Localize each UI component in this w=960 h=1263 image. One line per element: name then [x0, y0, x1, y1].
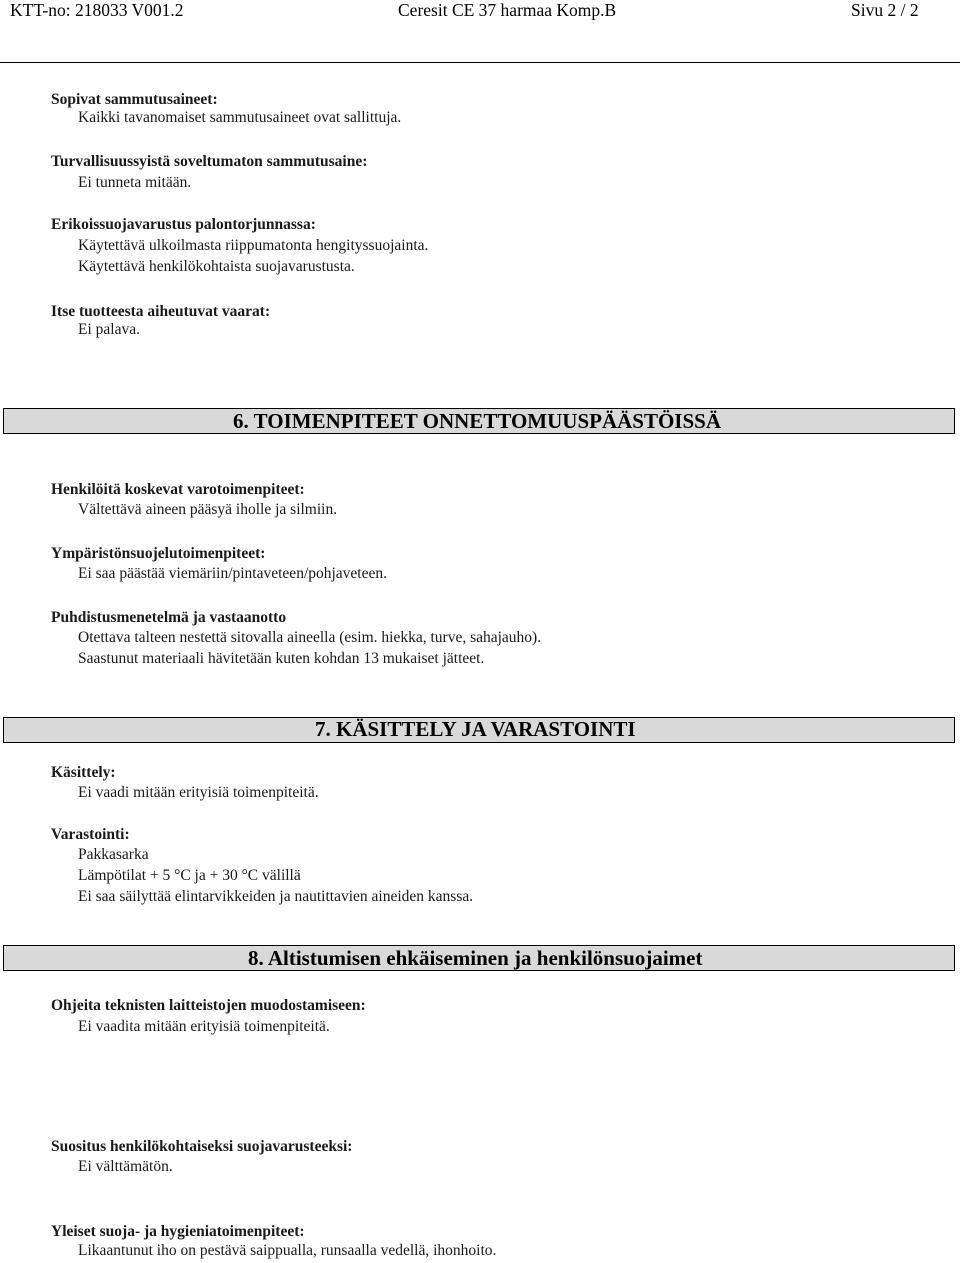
storage-text-1: Pakkasarka — [78, 846, 149, 863]
protective-equipment-text-1: Käytettävä ulkoilmasta riippumatonta hengityssuojainta. — [78, 237, 429, 254]
page-number: Sivu 2 / 2 — [851, 0, 919, 20]
protective-equipment-label: Erikoissuojavarustus palontorjunnassa: — [51, 216, 316, 233]
extinguishing-text: Kaikki tavanomaiset sammutusaineet ovat sallittuja. — [78, 109, 402, 126]
ppe-label: Suositus henkilökohtaiseksi suojavarusteeksi: — [51, 1138, 353, 1155]
environmental-text: Ei saa päästää viemäriin/pintaveteen/pohjaveteen. — [78, 565, 388, 582]
storage-text-2: Lämpötilat + 5 °C ja + 30 °C välillä — [78, 867, 301, 884]
hygiene-text: Likaantunut iho on pestävä saippualla, runsaalla vedellä, ihonhoito. — [78, 1242, 497, 1259]
product-name: Ceresit CE 37 harmaa Komp.B — [398, 0, 617, 20]
personal-precautions-label: Henkilöitä koskevat varotoimenpiteet: — [51, 481, 305, 498]
engineering-label: Ohjeita teknisten laitteistojen muodostamiseen: — [51, 997, 366, 1014]
unsuitable-label: Turvallisuussyistä soveltumaton sammutusaine: — [51, 153, 368, 170]
cleanup-text-1: Otettava talteen nestettä sitovalla aineella (esim. hiekka, turve, sahajauho). — [78, 629, 542, 646]
section-7-title: 7. KÄSITTELY JA VARASTOINTI — [315, 717, 636, 741]
hazards-text: Ei palava. — [78, 321, 140, 338]
extinguishing-label: Sopivat sammutusaineet: — [51, 91, 218, 108]
unsuitable-text: Ei tunneta mitään. — [78, 174, 192, 191]
document-id: KTT-no: 218033 V001.2 — [10, 0, 184, 20]
engineering-text: Ei vaadita mitään erityisiä toimenpiteitä. — [78, 1018, 330, 1035]
protective-equipment-text-2: Käytettävä henkilökohtaista suojavarustusta. — [78, 258, 355, 275]
cleanup-label: Puhdistusmenetelmä ja vastaanotto — [51, 609, 287, 626]
personal-precautions-text: Vältettävä aineen pääsyä iholle ja silmiin. — [78, 501, 338, 518]
section-8-title: 8. Altistumisen ehkäiseminen ja henkilönsuojaimet — [248, 946, 703, 970]
cleanup-text-2: Saastunut materiaali hävitetään kuten kohdan 13 mukaiset jätteet. — [78, 650, 485, 667]
environmental-label: Ympäristönsuojelutoimenpiteet: — [51, 545, 266, 562]
hygiene-label: Yleiset suoja- ja hygieniatoimenpiteet: — [51, 1223, 305, 1240]
handling-text: Ei vaadi mitään erityisiä toimenpiteitä. — [78, 784, 319, 801]
storage-text-3: Ei saa säilyttää elintarvikkeiden ja nautittavien aineiden kanssa. — [78, 888, 474, 905]
section-6-title: 6. TOIMENPITEET ONNETTOMUUSPÄÄSTÖISSÄ — [233, 409, 721, 433]
storage-label: Varastointi: — [51, 826, 130, 843]
header-rule — [0, 62, 960, 63]
ppe-text: Ei välttämätön. — [78, 1158, 173, 1175]
hazards-label: Itse tuotteesta aiheutuvat vaarat: — [51, 303, 271, 320]
handling-label: Käsittely: — [51, 764, 116, 781]
